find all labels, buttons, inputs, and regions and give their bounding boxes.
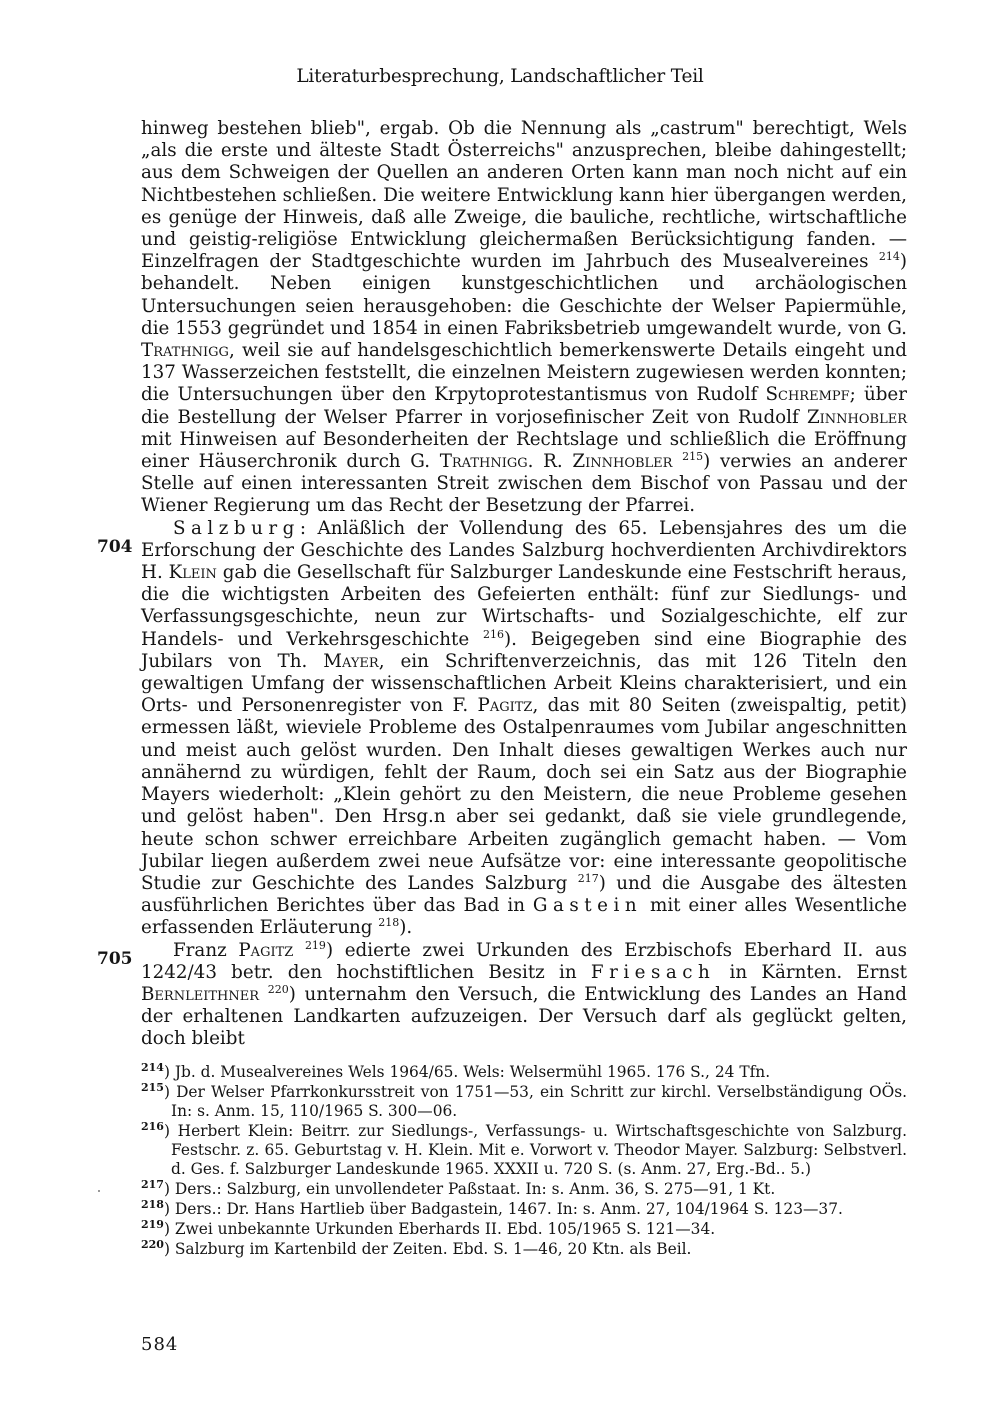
footnote-text: ) Ders.: Salzburg, ein unvollendeter Paßstaat. In: s. Anm. 36, S. 275—91, 1 Kt. (163, 1180, 776, 1198)
footnotes (141, 1060, 907, 1260)
text-segment: hinweg bestehen blieb", ergab. Ob die Nennung als „castrum" berechtigt, Wels „als die erste und älteste Stadt Österreichs" anzusprechen, bleibe dahingestellt; aus dem Schweigen der Quellen an anderen Orten kann man noch nicht auf ein Nichtbestehen schließen. Die weitere Entwicklung kann hier übergangen werden, es genüge der Hinweis, daß alle Zweige, die bauliche, rechtliche, wirtschaftliche und geistig-religiöse Entwicklung gleichermaßen Berücksichtigung fanden. — Einzelfragen der Stadtgeschichte wurden im Jahrbuch des Musealvereines (141, 118, 907, 273)
place-name: Gastein (532, 895, 643, 917)
text-segment: gab die Gesellschaft für Salzburger Landeskunde eine Festschrift heraus, die die wichtigsten Arbeiten des Gefeierten enthält: fünf zur Siedlungs- und Verfassungsgeschichte, neun zur Wirtschafts- und Sozialgeschichte, elf zur Handels- und Verkehrsgeschichte (141, 562, 907, 650)
author-name: Pagitz (238, 939, 294, 961)
text-segment: ). (399, 917, 413, 939)
text-segment: ) edierte zwei Urkunden des Erzbischofs Eberhard II. aus 1242/43 betr. den hochstiftlichen Besitz in (141, 939, 908, 983)
margin-number-704: 704 (97, 537, 133, 557)
footnote-text: ) Ders.: Dr. Hans Hartlieb über Badgastein, 1467. In: s. Anm. 27, 104/1964 S. 123—37. (163, 1200, 843, 1218)
paragraph-pagitz (141, 940, 907, 1051)
footnote-mark: 215 (141, 1080, 164, 1094)
text-segment: , ein Schriftenverzeichnis, das mit 126 Titeln den gewaltigen Umfang der wissenschaftlichen Arbeit Kleins charakterisiert, und ein Orts- und Personenregister von F. (141, 650, 907, 717)
author-name: Zinnhobler (806, 406, 907, 428)
text-segment: ) verwies an anderer Stelle auf einen interessanten Streit zwischen dem Bischof von Passau und der Wiener Regierung um das Recht der Besetzung der Pfarrei. (141, 451, 908, 517)
running-head: Literaturbesprechung, Landschaftlicher Teil (296, 66, 704, 87)
author-name: Trathnigg (141, 340, 229, 362)
footnote-ref-220: 220 (267, 982, 289, 996)
text-segment: Franz (173, 939, 227, 961)
footnote-ref-214: 214 (878, 250, 900, 264)
main-text (141, 118, 907, 1051)
footnote-text: ) Der Welser Pfarrkonkursstreit von 1751—53, ein Schritt zur kirchl. Verselbständigung OÖs. In: s. Anm. 15, 110/1965 S. 300—06. (163, 1083, 907, 1120)
text-segment: mit Hinweisen auf Besonderheiten der Rechtslage und schließlich die Eröffnung einer Häuserchronik durch G. (141, 428, 907, 473)
paragraph-salzburg (141, 518, 907, 940)
text-segment: ) unternahm den Versuch, die Entwicklung des Landes an Hand der erhaltenen Landkarten aufzuzeigen. Der Versuch darf als geglückt gelten, doch bleibt (141, 983, 908, 1050)
footnote-218 (141, 1197, 907, 1219)
place-name: Salzburg (173, 517, 300, 539)
author-name: Pagitz (477, 695, 533, 717)
footnote-217 (141, 1177, 907, 1199)
footnote-text: ) Salzburg im Kartenbild der Zeiten. Ebd. S. 1—46, 20 Ktn. als Beil. (163, 1240, 692, 1258)
text-segment: , das mit 80 Seiten (zweispaltig, petit) ermessen läßt, wieviele Probleme des Ostalpenraumes vom Jubilar angeschnitten und meist auch gelöst wurden. Den Inhalt dieses gewaltigen Werkes auch nur annähernd zu würdigen, fehlt der Raum, doch sei ein Satz aus der Biographie Mayers wiederholt: „Klein gehört zu den Meistern, die neue Probleme gesehen und gelöst haben". Den Hrsg.n aber sei gedankt, daß sie viele grundlegende, heute schon schwer erreichbare Arbeiten zugänglich gemacht haben. — Vom Jubilar liegen außerdem zwei neue Aufsätze vor: eine interessante geopolitische Studie zur Geschichte des Landes Salzburg (141, 695, 908, 894)
text-segment: . R. (527, 451, 563, 473)
footnote-text: ) Jb. d. Musealvereines Wels 1964/65. Wels: Welsermühl 1965. 176 S., 24 Tfn. (163, 1063, 771, 1081)
author-name: Zinnhobler (572, 451, 673, 473)
footnote-220 (141, 1237, 907, 1259)
text-segment: : Anläßlich der Vollendung des 65. Lebensjahres des um die Erforschung der Geschichte des Landes Salzburg hochverdienten Archivdirektors H. (141, 517, 907, 584)
text-segment: ) und die Ausgabe des ältesten ausführlichen Berichtes über das Bad in (141, 872, 908, 917)
paragraph-wels (141, 118, 907, 518)
footnote-mark: 216 (141, 1119, 164, 1133)
author-name: Mayer (323, 650, 379, 672)
text-segment: ). Beigegeben sind eine Biographie des Jubilars von Th. (141, 628, 907, 672)
author-name: Bernleithner (141, 983, 260, 1005)
footnote-215 (141, 1080, 907, 1121)
footnote-ref-216: 216 (483, 627, 504, 641)
stray-mark (98, 1190, 100, 1192)
footnote-mark: 217 (141, 1177, 164, 1191)
footnote-216 (141, 1119, 907, 1179)
text-segment: , weil sie auf handelsgeschichtlich bemerkenswerte Details eingeht und 137 Wasserzeichen feststellt, die einzelnen Meistern zugewiesen werden konnten; die Untersuchungen über den Krpytoprotestantismus von Rudolf (141, 340, 907, 406)
page-number: 584 (141, 1334, 179, 1355)
author-name: Klein (168, 562, 217, 584)
text-segment: mit einer alles Wesentliche erfassenden Erläuterung (141, 895, 907, 939)
footnote-ref-217: 217 (577, 871, 599, 885)
footnote-mark: 219 (141, 1217, 164, 1231)
footnote-ref-218: 218 (378, 916, 400, 930)
footnote-mark: 220 (141, 1237, 164, 1251)
author-name: Schrempf (765, 384, 850, 406)
text-segment: ) behandelt. Neben einigen kunstgeschichtlichen und archäologischen Untersuchungen seien herausgehoben: die Geschichte der Welser Papiermühle, die 1553 gegründet und 1854 in einen Fabriksbetrieb umgewandelt wurde, von G. (141, 251, 908, 339)
footnote-text: ) Zwei unbekannte Urkunden Eberhards II. Ebd. 105/1965 S. 121—34. (163, 1220, 716, 1238)
footnote-text: ) Herbert Klein: Beitrr. zur Siedlungs-, Verfassungs- u. Wirtschaftsgeschichte von Salzburg. Festschr. z. 65. Geburtstag v. H. Klein. Mit e. Vorwort v. Theodor Mayer. Salzburg: Selbstverl. d. Ges. f. Salzburger Landeskunde 1965. XXXII u. 720 S. (s. Anm. 27, Erg.-Bd.. 5.) (163, 1122, 907, 1178)
footnote-mark: 218 (141, 1197, 164, 1211)
footnote-ref-215: 215 (682, 449, 704, 463)
margin-number-705: 705 (97, 949, 133, 969)
footnote-214 (141, 1060, 907, 1082)
text-segment: in Kärnten. Ernst (729, 961, 907, 983)
text-segment: ; über die Bestellung der Welser Pfarrer in vorjosefinischer Zeit von Rudolf (141, 384, 907, 428)
place-name: Friesach (590, 961, 716, 983)
author-name: Trathnigg (439, 451, 528, 473)
footnote-mark: 214 (141, 1060, 164, 1074)
footnote-219 (141, 1217, 907, 1239)
footnote-ref-219: 219 (304, 938, 326, 952)
